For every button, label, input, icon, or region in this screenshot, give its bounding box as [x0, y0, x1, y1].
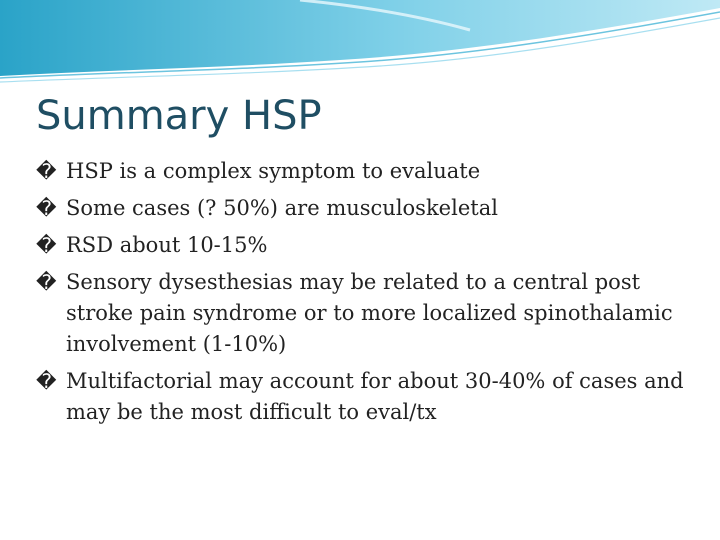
bullet-text: Sensory dysesthesias may be related to a central post stroke pain syndrome or to more localized spinothalamic involvement (1-10%) — [66, 270, 673, 356]
missing-glyph-bullet-icon: � — [36, 233, 57, 257]
bullet-item — [36, 193, 696, 224]
wave-banner-decoration — [0, 0, 720, 90]
bullet-item — [36, 230, 696, 261]
bullet-list — [36, 156, 696, 434]
bullet-text: Some cases (? 50%) are musculoskeletal — [66, 196, 498, 220]
slide-title: Summary HSP — [36, 93, 322, 139]
bullet-item — [36, 366, 696, 428]
bullet-item — [36, 156, 696, 187]
missing-glyph-bullet-icon: � — [36, 270, 57, 294]
bullet-text: HSP is a complex symptom to evaluate — [66, 159, 481, 183]
missing-glyph-bullet-icon: � — [36, 369, 57, 393]
bullet-text: RSD about 10-15% — [66, 233, 268, 257]
missing-glyph-bullet-icon: � — [36, 196, 57, 220]
missing-glyph-bullet-icon: � — [36, 159, 57, 183]
bullet-text: Multifactorial may account for about 30-40% of cases and may be the most difficult to eval/tx — [66, 369, 684, 424]
bullet-item — [36, 267, 696, 360]
